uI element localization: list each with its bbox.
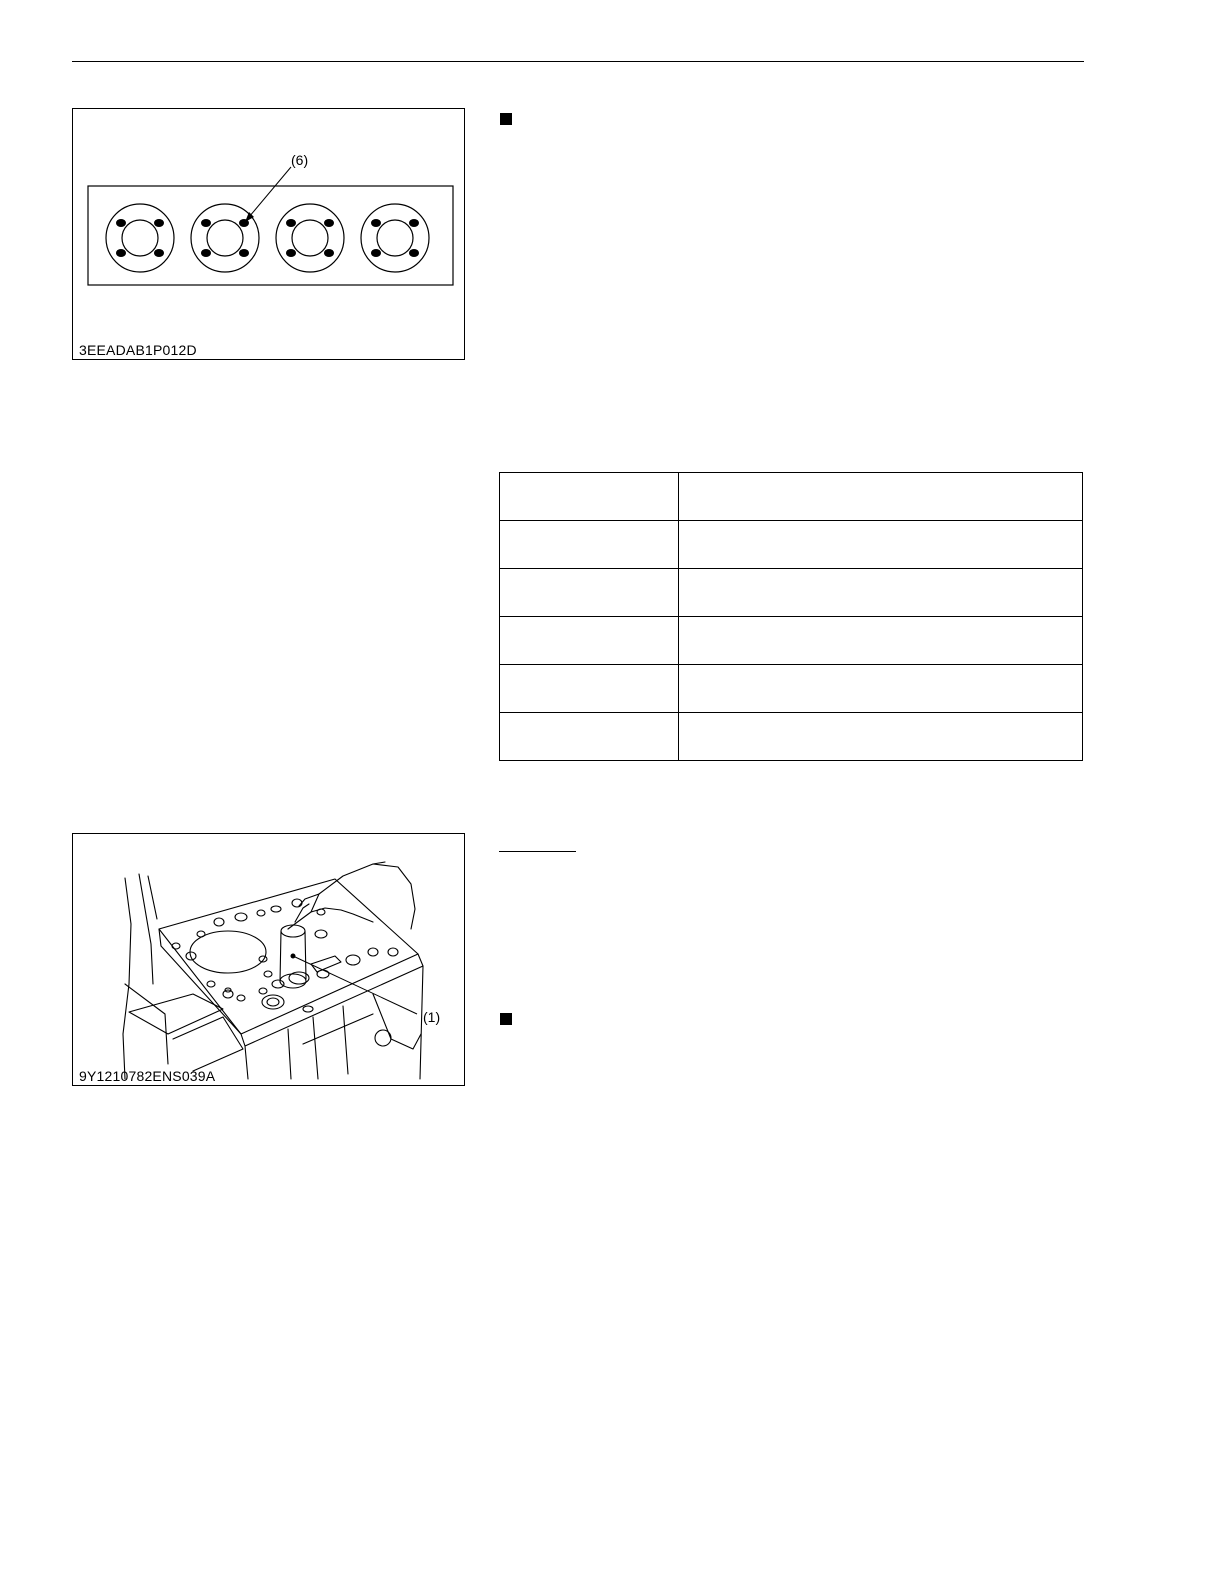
section-bullet	[500, 113, 512, 125]
table-row	[500, 665, 1083, 713]
header-rule	[72, 61, 1084, 62]
table-cell	[679, 521, 1083, 569]
table-cell	[500, 617, 679, 665]
cylinder-bore-diagram	[73, 109, 466, 361]
figure-caption: 3EEADAB1P012D	[79, 342, 197, 358]
table-cell	[679, 617, 1083, 665]
section-bullet	[500, 1013, 512, 1025]
callout-label: (1)	[423, 1009, 441, 1025]
table-cell	[500, 713, 679, 761]
callout-label: (6)	[291, 152, 309, 168]
table-cell	[500, 665, 679, 713]
cylinder-block-illustration	[73, 834, 466, 1087]
table-row	[500, 473, 1083, 521]
note-underline	[499, 851, 576, 852]
table-row	[500, 569, 1083, 617]
figure-caption: 9Y1210782ENS039A	[79, 1068, 216, 1084]
spec-table	[499, 472, 1083, 761]
table-cell	[679, 569, 1083, 617]
figure-cylinder-block	[72, 833, 465, 1086]
table-cell	[679, 713, 1083, 761]
table-row	[500, 521, 1083, 569]
table-row	[500, 713, 1083, 761]
table-cell	[500, 521, 679, 569]
table-row	[500, 617, 1083, 665]
table-cell	[679, 473, 1083, 521]
table-cell	[679, 665, 1083, 713]
figure-cylinder-bores	[72, 108, 465, 360]
table-cell	[500, 473, 679, 521]
table-cell	[500, 569, 679, 617]
